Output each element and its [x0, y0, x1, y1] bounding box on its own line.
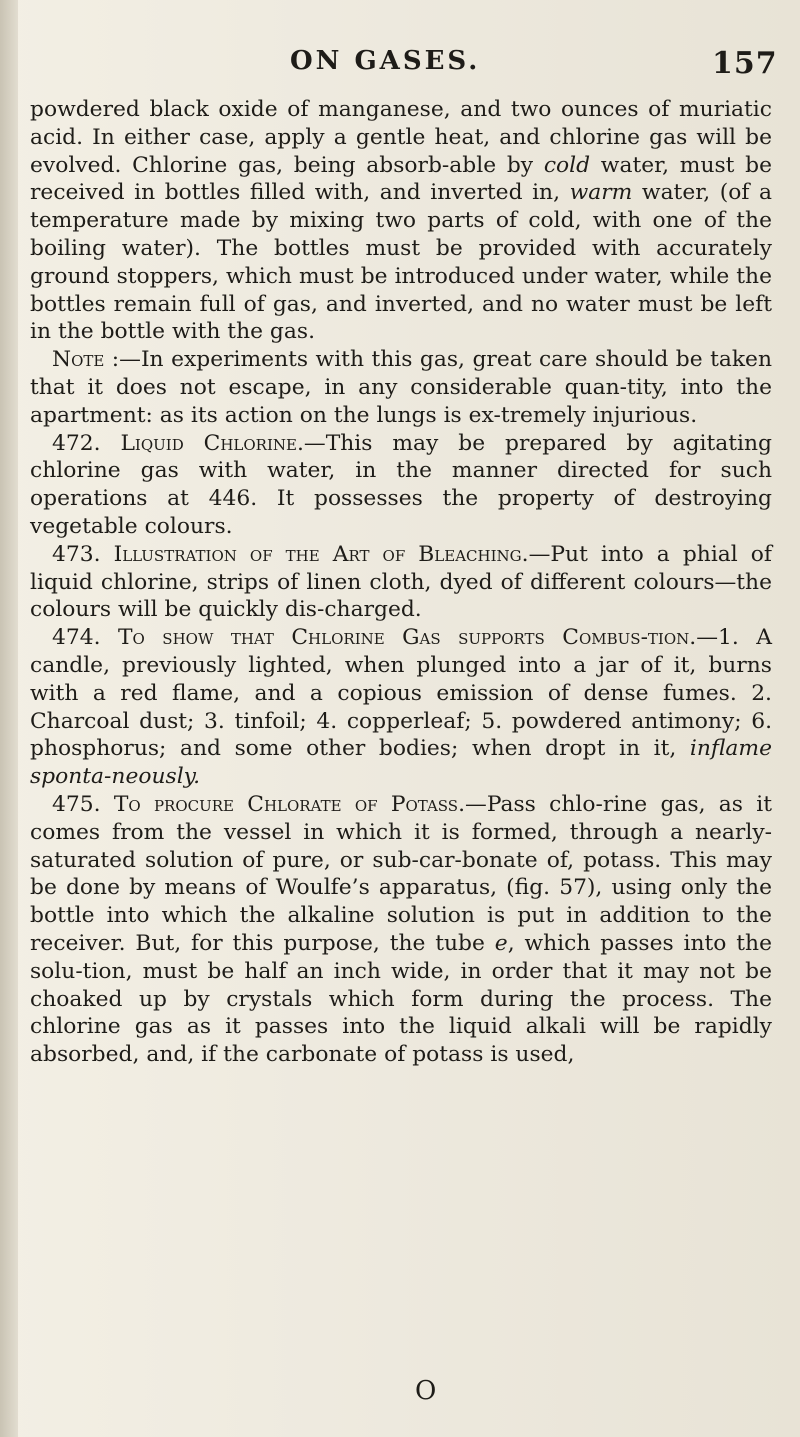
paragraph [30, 624, 772, 791]
text-run: —Put into a phial of liquid chlorine, strips of linen cloth, dyed of different colours—the colours will be quickly dis-charged. [30, 541, 772, 623]
signature-mark: O [415, 1376, 437, 1406]
italic-text: warm [569, 180, 633, 206]
text-run: 473. [52, 541, 114, 567]
paragraph [30, 96, 772, 346]
text-run: —This may be prepared by agitating chlorine gas with water, in the manner directed for such operations at 446. It possesses the property of destroying vegetable colours. [30, 430, 772, 539]
text-run: 474. [52, 625, 118, 651]
body-text [30, 96, 772, 1069]
small-caps-heading: Note [52, 347, 105, 373]
small-caps-heading: To procure Chlorate of Potass. [113, 791, 466, 817]
small-caps-heading: Illustration of the Art of Bleaching. [113, 541, 529, 567]
paragraph [30, 791, 772, 1069]
text-run: , which passes into the solu-tion, must be half an inch wide, in order that it may not be choaked up by crystals which form during the process. The chlorine gas as it passes into the liquid alkali will be rapidly absorbed, and, if the carbonate of potass is used, [30, 930, 772, 1068]
text-run: water, (of a temperature made by mixing two parts of cold, with one of the boiling water). The bottles must be provided with accurately ground stoppers, which must be introduced under water, while the bottles remain full of gas, and inverted, and no water must be left in the bottle with the gas. [30, 180, 772, 345]
text-run: :—In experiments with this gas, great care should be taken that it does not escape, in any considerable quan-tity, into the apartment: as its action on the lungs is ex-tremely injurious. [30, 347, 772, 428]
page-left-edge-shadow [0, 0, 18, 1437]
text-run: 472. [52, 430, 121, 456]
page-number: 157 [712, 46, 778, 81]
text-run: —1. A candle, previously lighted, when plunged into a jar of it, burns with a red flame, and a copious emission of dense fumes. 2. Charcoal dust; 3. tinfoil; 4. copperleaf; 5. powdered antimony; 6. phosphorus; and some other bodies; when dropt in it, [30, 625, 773, 762]
text-run: —Pass chlo-rine gas, as it comes from the vessel in which it is formed, through a nearly-saturated solution of pure, or sub-car-bonate of, potass. This may be done by means of Woulfe’s apparatus, (fig. 57), using only the bottle into which the alkaline solution is put in addition to the receiver. But, for this purpose, the tube [30, 791, 772, 956]
running-head: ON GASES. [290, 46, 481, 76]
paragraph [30, 346, 772, 429]
small-caps-heading: Liquid Chlorine. [120, 430, 304, 456]
italic-text: inflame sponta-neously. [30, 736, 772, 790]
italic-text: cold [543, 152, 591, 178]
text-run: 475. [52, 791, 114, 817]
text-run: water, must be received in bottles filled with, and inverted in, [30, 152, 772, 206]
paragraph [30, 541, 772, 624]
text-run: powdered black oxide of manganese, and two ounces of muriatic acid. In either case, apply a gentle heat, and chlorine gas will be evolved. Chlorine gas, being absorb-able by [30, 97, 772, 178]
italic-text: e [494, 930, 508, 956]
paragraph [30, 430, 772, 541]
small-caps-heading: To show that Chlorine Gas supports Combus-tion. [118, 625, 697, 651]
page-header [0, 46, 800, 86]
